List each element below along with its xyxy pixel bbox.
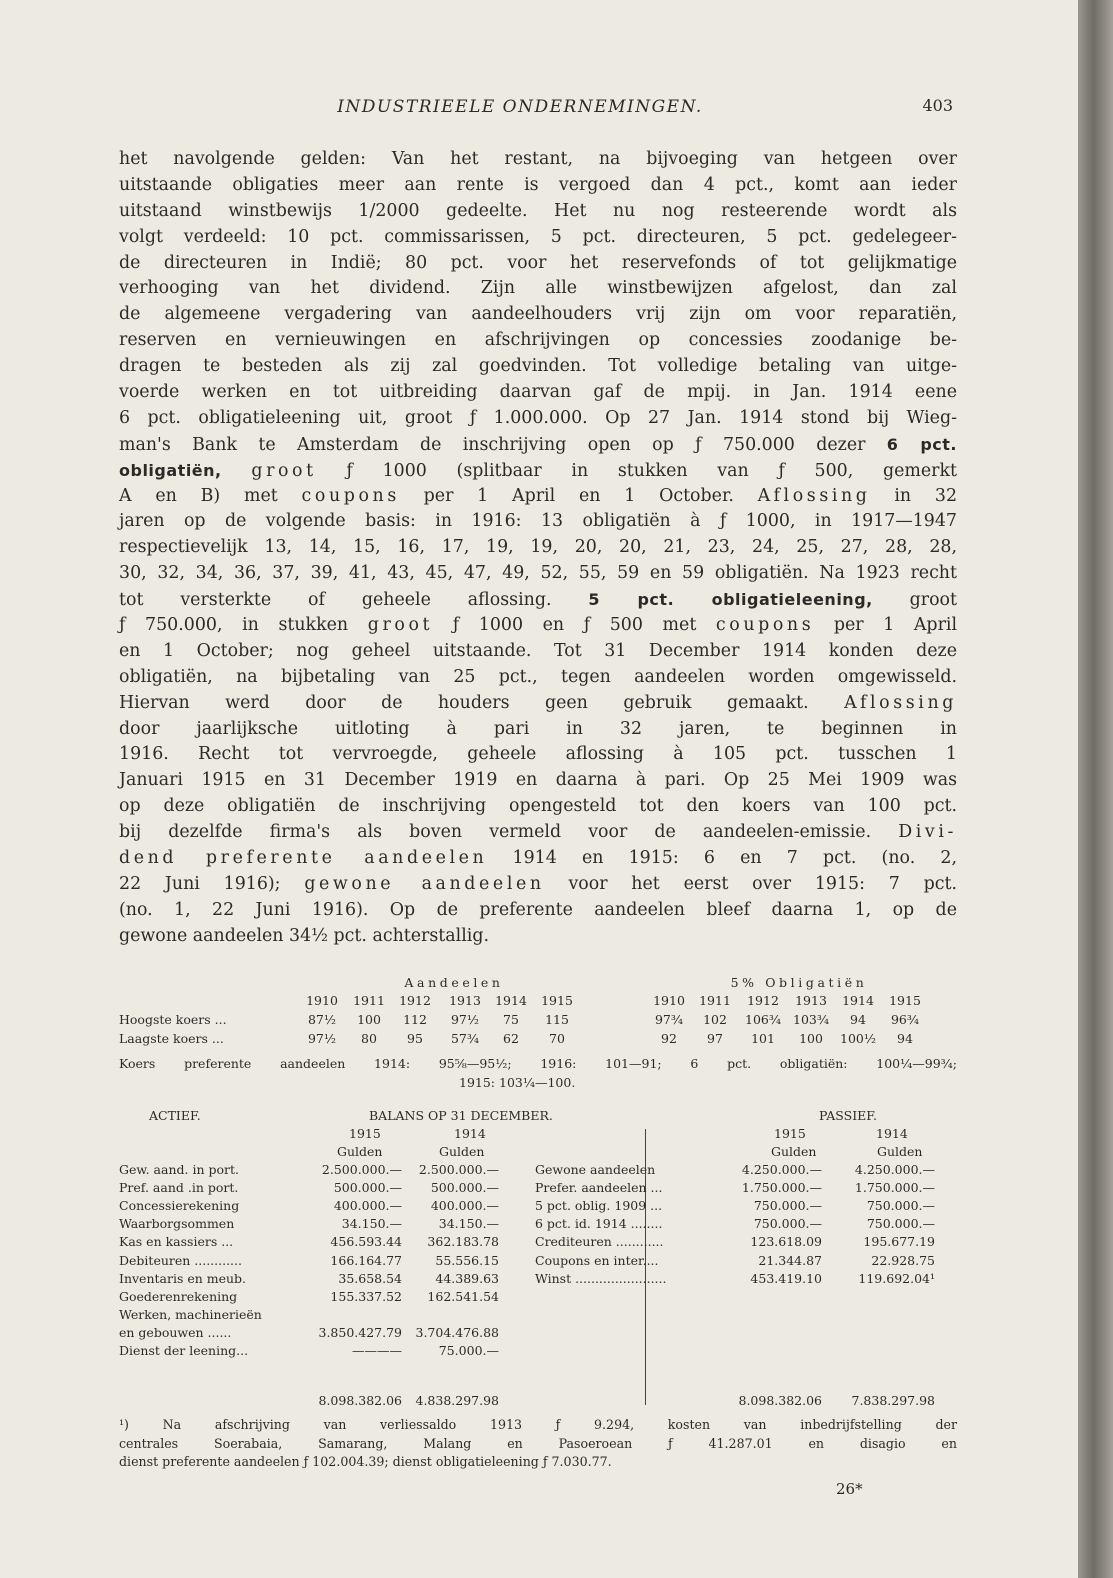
- text-line: reserven en vernieuwingen en afschrijvingen op concessies zoodanige be-: [119, 330, 957, 351]
- footnote: [119, 1416, 957, 1472]
- bold-heading: 6 pct.: [886, 434, 958, 454]
- text-line: man's Bank te Amsterdam de inschrijving open op ƒ 750.000 dezer 6 pct.: [119, 434, 958, 455]
- text-line: op deze obligatiën de inschrijving opengesteld tot den koers van 100 pct.: [119, 796, 957, 817]
- passief-row-value-1915: 750.000.—: [753, 1216, 822, 1232]
- year-header: 1911: [699, 993, 731, 1008]
- text-line: en 1 October; nog geheel uitstaande. Tot 31 December 1914 konden deze: [119, 640, 957, 661]
- footnote-line: ¹) Na afschrijving van verliessaldo 1913 ƒ 9.294, kosten van inbedrijfstelling der: [119, 1417, 957, 1432]
- passief-label: PASSIEF.: [819, 1108, 877, 1123]
- text-line: voerde werken en tot uitbreiding daarvan gaf de mpij. in Jan. 1914 eene: [119, 382, 957, 403]
- footnote-line: dienst preferente aandeelen ƒ 102.004.39; dienst obligatieleening ƒ 7.030.77.: [119, 1454, 612, 1469]
- right-currency-1914: Gulden: [877, 1144, 923, 1159]
- text-line: verhooging van het dividend. Zijn alle winstbewijzen afgelost, dan zal: [119, 278, 957, 299]
- passief-row-label: Crediteuren ............: [535, 1234, 664, 1250]
- year-header: 1915: [889, 993, 921, 1008]
- balance-title: BALANS OP 31 DECEMBER.: [369, 1108, 553, 1123]
- passief-row-value-1914: 750.000.—: [866, 1198, 935, 1214]
- year-header: 1911: [353, 993, 385, 1008]
- actief-row-value-1914: 162.541.54: [427, 1288, 499, 1304]
- footnote-line: centrales Soerabaia, Samarang, Malang en Pasoeroean ƒ 41.287.01 en disagio en: [119, 1435, 957, 1451]
- year-header: 1913: [795, 993, 827, 1008]
- passief-row-value-1914: 195.677.19: [863, 1234, 935, 1250]
- price-cell: 96¾: [890, 1012, 920, 1027]
- price-cell: 97: [707, 1031, 723, 1046]
- spaced-emphasis: dend preferente aandeelen: [119, 848, 488, 869]
- actief-label: ACTIEF.: [149, 1108, 201, 1123]
- actief-row-label: Debiteuren ............: [119, 1252, 242, 1268]
- text-line: het navolgende gelden: Van het restant, na bijvoeging van hetgeen over: [119, 149, 957, 169]
- year-header: 1914: [842, 993, 874, 1008]
- actief-row-value-1915: 400.000.—: [333, 1198, 402, 1214]
- text-line: dend preferente aandeelen 1914 en 1915: 6 en 7 pct. (no. 2,: [119, 848, 957, 869]
- year-header: 1914: [495, 993, 527, 1008]
- text-line: 22 Juni 1916); gewone aandeelen voor het eerst over 1915: 7 pct.: [119, 873, 957, 894]
- passief-row-value-1914: 4.250.000.—: [854, 1162, 935, 1177]
- text-line: bij dezelfde firma's als boven vermeld voor de aandeelen-emissie. Divi-: [119, 822, 957, 843]
- text-line: jaren op de volgende basis: in 1916: 13 obligatiën à ƒ 1000, in 1917—1947: [119, 511, 957, 532]
- price-cell: 102: [703, 1012, 727, 1027]
- text-line: obligatiën, na bijbetaling van 25 pct., tegen aandeelen worden omgewisseld.: [119, 666, 957, 687]
- actief-row-value-1914: 3.704.476.88: [415, 1324, 499, 1340]
- body-text: [119, 147, 957, 950]
- passief-row-value-1915: 453.419.10: [750, 1270, 822, 1286]
- actief-row-label: Concessierekening: [119, 1198, 240, 1214]
- price-cell: 97½: [307, 1031, 337, 1046]
- passief-row-value-1914: 22.928.75: [871, 1252, 935, 1268]
- actief-row-label: Gew. aand. in port.: [119, 1162, 239, 1177]
- text-line: dragen te besteden als zij zal goedvinden. Tot volledige betaling van uitge-: [119, 356, 957, 377]
- text-line: Hiervan werd door de houders geen gebruik gemaakt. Aflossing: [119, 692, 957, 713]
- page-edge: [1078, 0, 1113, 1578]
- actief-row-label: Inventaris en meub.: [119, 1270, 247, 1286]
- price-table-group-row: [119, 973, 957, 993]
- actief-row-value-1914: 400.000.—: [430, 1198, 499, 1214]
- year-header: 1910: [653, 993, 685, 1008]
- year-header: 1913: [449, 993, 481, 1008]
- price-row-low: [119, 1029, 957, 1049]
- year-header: 1912: [747, 993, 779, 1008]
- actief-row-label: Dienst der leening...: [119, 1343, 249, 1358]
- price-cell: 62: [503, 1031, 519, 1046]
- text-line: de directeuren in Indië; 80 pct. voor het reservefonds of tot gelijkmatige: [119, 252, 957, 273]
- text-line: respectievelijk 13, 14, 15, 16, 17, 19, 19, 20, 20, 21, 23, 24, 25, 27, 28, 28,: [119, 537, 957, 558]
- passief-row-label: 5 pct. oblig. 1909 ...: [535, 1198, 663, 1214]
- price-cell: 106¾: [745, 1012, 781, 1027]
- actief-row-label: Werken, machinerieën: [119, 1306, 262, 1322]
- text-line: gewone aandeelen 34½ pct. achterstallig.: [119, 925, 489, 946]
- total-left-1915: 8.098.382.06: [318, 1393, 402, 1408]
- spaced-emphasis: coupons: [715, 615, 815, 636]
- text-line: ƒ 750.000, in stukken groot ƒ 1000 en ƒ 500 met coupons per 1 April: [119, 615, 958, 636]
- left-year-1915: 1915: [349, 1126, 381, 1141]
- year-header: 1912: [399, 993, 431, 1008]
- passief-row-value-1915: 4.250.000.—: [741, 1162, 822, 1177]
- price-note-line: Koers preferente aandeelen 1914: 95⅝—95½; 1916: 101—91; 6 pct. obligatiën: 100¼—99¾;: [119, 1056, 957, 1071]
- price-cell: 70: [549, 1031, 565, 1046]
- text-line: (no. 1, 22 Juni 1916). Op de preferente aandeelen bleef daarna 1, op de: [119, 899, 957, 920]
- price-cell: 80: [361, 1031, 377, 1046]
- actief-row-value-1915: 35.658.54: [338, 1270, 402, 1286]
- passief-row-label: Coupons en inter....: [535, 1252, 659, 1268]
- price-cell: 97¾: [654, 1012, 684, 1027]
- passief-row-value-1914: 750.000.—: [866, 1216, 935, 1232]
- actief-row-value-1914: 75.000.—: [438, 1343, 499, 1358]
- actief-row-value-1915: ————: [352, 1343, 402, 1358]
- price-cell: 112: [403, 1012, 427, 1027]
- actief-row-value-1915: 2.500.000.—: [321, 1162, 402, 1177]
- spaced-emphasis: Divi-: [898, 822, 957, 843]
- price-cell: 57¾: [450, 1031, 480, 1046]
- actief-row-value-1914: 44.389.63: [435, 1270, 499, 1286]
- price-cell: 94: [850, 1012, 866, 1027]
- text-line: uitstaand winstbewijs 1/2000 gedeelte. Het nu nog resteerende wordt als: [119, 200, 957, 221]
- right-year-1915: 1915: [774, 1126, 806, 1141]
- actief-row-label: Goederenrekening: [119, 1288, 238, 1304]
- text-line: 30, 32, 34, 36, 37, 39, 41, 43, 45, 47, 49, 52, 55, 59 en 59 obligatiën. Na 1923 recht: [119, 563, 957, 584]
- text-line: 1916. Recht tot vervroegde, geheele aflossing à 105 pct. tusschen 1: [119, 744, 957, 765]
- actief-row-value-1914: 362.183.78: [427, 1234, 499, 1250]
- price-cell: 101: [751, 1031, 775, 1046]
- price-row-high: [119, 1010, 957, 1030]
- year-header: 1910: [306, 993, 338, 1008]
- spaced-emphasis: Aflossing: [757, 485, 871, 506]
- price-cell: 94: [897, 1031, 913, 1046]
- spaced-emphasis: coupons: [301, 485, 400, 506]
- text-line: tot versterkte of geheele aflossing. 5 pct. obligatieleening, groot: [119, 590, 958, 611]
- price-cell: 103¾: [793, 1012, 829, 1027]
- text-line: 6 pct. obligatieleening uit, groot ƒ 1.000.000. Op 27 Jan. 1914 stond bij Wieg-: [119, 407, 957, 428]
- year-header: 1915: [541, 993, 573, 1008]
- price-cell: 75: [503, 1012, 519, 1027]
- actief-row-value-1915: 155.337.52: [330, 1288, 402, 1304]
- text-line: Januari 1915 en 31 December 1919 en daarna à pari. Op 25 Mei 1909 was: [119, 770, 957, 791]
- page-number: 403: [922, 96, 953, 115]
- signature-mark: 26*: [836, 1480, 863, 1498]
- bold-heading: 5 pct. obligatieleening,: [588, 590, 873, 610]
- group-obligatien: 5% Obligatiën: [730, 975, 868, 990]
- text-line: uitstaande obligaties meer aan rente is vergoed dan 4 pct., komt aan ieder: [119, 174, 957, 195]
- bold-heading: obligatiën,: [119, 460, 222, 480]
- spaced-emphasis: groot: [367, 615, 434, 636]
- actief-row-value-1915: 166.164.77: [330, 1252, 402, 1268]
- actief-row-label: Kas en kassiers ...: [119, 1234, 234, 1250]
- actief-row-value-1915: 456.593.44: [330, 1234, 402, 1250]
- actief-row-value-1915: 3.850.427.79: [318, 1324, 402, 1340]
- left-currency-1914: Gulden: [439, 1144, 485, 1159]
- total-left-1914: 4.838.297.98: [415, 1393, 499, 1408]
- passief-row-label: Prefer. aandeelen ...: [535, 1180, 663, 1196]
- passief-row-value-1915: 21.344.87: [758, 1252, 822, 1268]
- passief-row-value-1915: 750.000.—: [753, 1198, 822, 1214]
- spaced-emphasis: Aflossing: [844, 692, 957, 713]
- actief-row-value-1914: 34.150.—: [438, 1216, 499, 1232]
- running-header-title: INDUSTRIEELE ONDERNEMINGEN.: [337, 97, 703, 117]
- price-cell: 92: [661, 1031, 677, 1046]
- spaced-emphasis: groot: [251, 460, 317, 481]
- left-year-1914: 1914: [454, 1126, 486, 1141]
- total-right-1914: 7.838.297.98: [851, 1393, 935, 1408]
- text-line: de algemeene vergadering van aandeelhouders vrij zijn om voor reparatiën,: [119, 304, 957, 325]
- price-cell: 100: [799, 1031, 823, 1046]
- text-line: obligatiën, groot ƒ 1000 (splitbaar in stukken van ƒ 500, gemerkt: [119, 460, 958, 481]
- actief-row-label: Pref. aand .in port.: [119, 1180, 239, 1196]
- actief-row-value-1914: 2.500.000.—: [418, 1162, 499, 1177]
- price-cell: 100: [357, 1012, 381, 1027]
- text-line: volgt verdeeld: 10 pct. commissarissen, 5 pct. directeuren, 5 pct. gedelegeer-: [119, 226, 957, 247]
- actief-row-value-1915: 34.150.—: [341, 1216, 402, 1232]
- passief-row-value-1914: 1.750.000.—: [854, 1180, 935, 1196]
- left-currency-1915: Gulden: [337, 1144, 383, 1159]
- passief-row-value-1915: 1.750.000.—: [741, 1180, 822, 1196]
- row-label: Laagste koers ...: [119, 1031, 224, 1046]
- price-cell: 87½: [307, 1012, 337, 1027]
- right-year-1914: 1914: [876, 1126, 908, 1141]
- passief-row-value-1914: 119.692.04¹: [858, 1270, 935, 1286]
- price-table-years-row: [119, 991, 957, 1011]
- actief-row-value-1914: 500.000.—: [430, 1180, 499, 1196]
- text-line: A en B) met coupons per 1 April en 1 October. Aflossing in 32: [119, 485, 958, 506]
- text-line: door jaarlijksche uitloting à pari in 32 jaren, te beginnen in: [119, 718, 957, 739]
- passief-row-value-1915: 123.618.09: [750, 1234, 822, 1250]
- actief-row-label: Waarborgsommen: [119, 1216, 235, 1232]
- actief-row-value-1914: 55.556.15: [435, 1252, 499, 1268]
- group-aandeelen: Aandeelen: [404, 975, 504, 990]
- total-right-1915: 8.098.382.06: [738, 1393, 822, 1408]
- price-cell: 97½: [450, 1012, 480, 1027]
- passief-row-label: 6 pct. id. 1914 ........: [535, 1216, 663, 1232]
- passief-row-label: Winst .......................: [535, 1270, 667, 1286]
- price-note-line: 1915: 103¼—100.: [459, 1075, 576, 1090]
- passief-row-label: Gewone aandeelen: [535, 1162, 656, 1177]
- spaced-emphasis: gewone aandeelen: [304, 873, 545, 894]
- actief-row-label: en gebouwen ......: [119, 1324, 232, 1340]
- price-cell: 115: [545, 1012, 569, 1027]
- row-label: Hoogste koers ...: [119, 1012, 227, 1027]
- actief-row-value-1915: 500.000.—: [333, 1180, 402, 1196]
- price-cell: 95: [407, 1031, 423, 1046]
- right-currency-1915: Gulden: [771, 1144, 817, 1159]
- price-cell: 100½: [840, 1031, 876, 1046]
